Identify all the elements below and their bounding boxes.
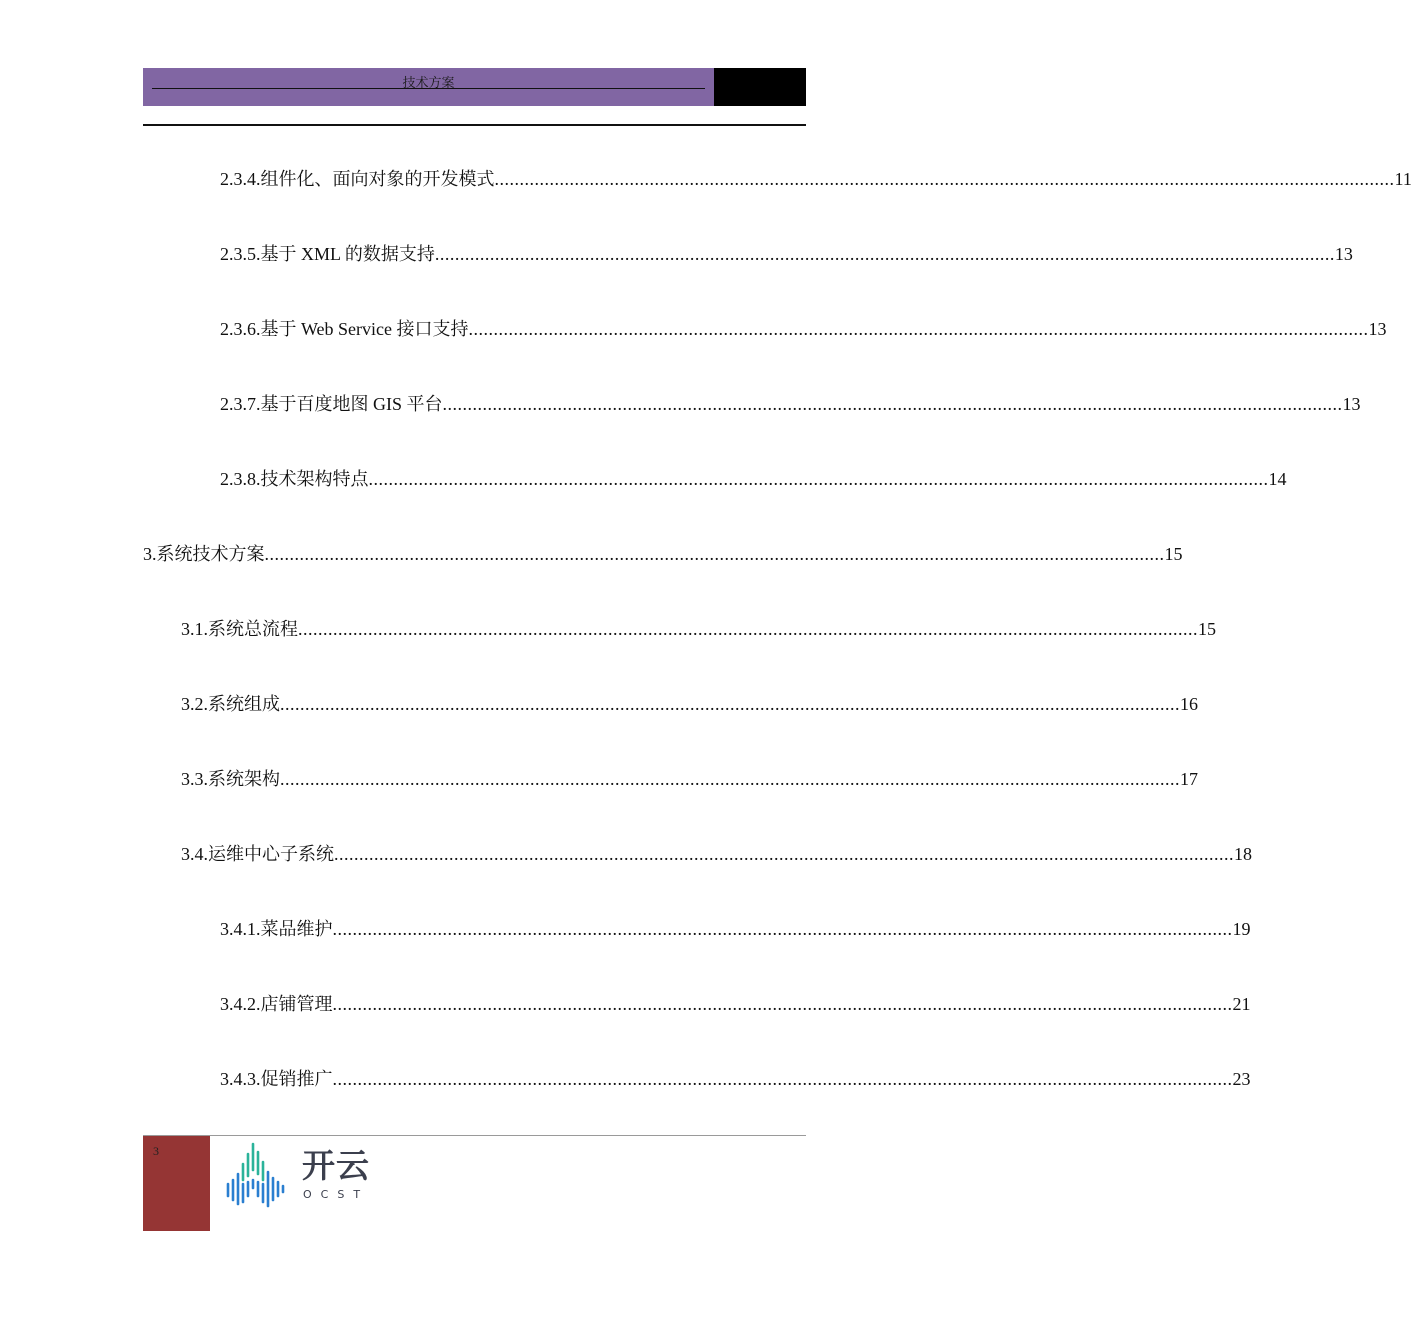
toc-page: 15 [1198, 619, 1216, 639]
toc-title: 系统组成 [208, 694, 280, 714]
toc-leader: .................................................................................................................................................................................... [468, 319, 1369, 339]
toc-page: 13 [1368, 319, 1387, 339]
toc-number: 3.4.1. [220, 919, 261, 939]
toc-page: 23 [1232, 1069, 1251, 1089]
toc-page: 13 [1334, 244, 1353, 264]
toc-title: 系统技术方案 [156, 544, 265, 564]
toc-entry-3-3[interactable] [181, 768, 1198, 790]
toc-entry-3-4[interactable] [181, 843, 1252, 865]
page-number: 3 [153, 1144, 159, 1158]
toc-title: 促销推广 [260, 1069, 333, 1089]
toc-leader: .................................................................................................................................................................................... [434, 244, 1335, 264]
toc-number: 2.3.4. [220, 169, 261, 189]
toc-title: 组件化、面向对象的开发模式 [260, 169, 495, 189]
header-black-block [714, 68, 806, 106]
toc-title: 运维中心子系统 [208, 844, 334, 864]
toc-page: 11 [1394, 169, 1412, 189]
toc-leader: .................................................................................................................................................................................... [332, 919, 1233, 939]
toc-number: 2.3.7. [220, 394, 261, 414]
logo-english-text: OCST [303, 1188, 370, 1201]
toc-number: 3.1. [181, 619, 208, 639]
toc-number: 3.4. [181, 844, 208, 864]
toc-entry-2-3-4[interactable] [220, 168, 1412, 190]
toc-entry-2-3-6[interactable] [220, 318, 1387, 340]
toc-entry-2-3-5[interactable] [220, 243, 1353, 265]
toc-number: 2.3.6. [220, 319, 261, 339]
toc-number: 3.4.3. [220, 1069, 261, 1089]
toc-number: 3.4.2. [220, 994, 261, 1014]
toc-page: 16 [1180, 694, 1198, 714]
toc-title: 系统架构 [208, 769, 280, 789]
toc-title: 基于 Web Service 接口支持 [260, 319, 469, 339]
toc-entry-3[interactable] [143, 543, 1183, 565]
toc-entry-3-4-3[interactable] [220, 1068, 1251, 1090]
toc-leader: .................................................................................................................................................................................... [332, 1069, 1233, 1089]
toc-leader: .................................................................................................................................................................................... [442, 394, 1343, 414]
company-logo [222, 1140, 374, 1212]
toc-leader: .................................................................................................................................................................................... [334, 844, 1234, 864]
footer-rule [143, 1135, 806, 1136]
toc-title: 菜品维护 [260, 919, 333, 939]
toc-page: 13 [1342, 394, 1361, 414]
logo-chinese-text: 开云 [302, 1146, 370, 1185]
toc-title: 店铺管理 [260, 994, 333, 1014]
header-band [143, 68, 714, 106]
toc-number: 2.3.5. [220, 244, 261, 264]
toc-leader: .................................................................................................................................................................................... [494, 169, 1395, 189]
toc-leader: .................................................................................................................................................................................... [368, 469, 1269, 489]
header-title: 技术方案 [402, 75, 455, 90]
toc-page: 15 [1164, 544, 1183, 564]
toc-page: 21 [1232, 994, 1251, 1014]
toc-page: 17 [1180, 769, 1198, 789]
toc-entry-2-3-8[interactable] [220, 468, 1287, 490]
toc-leader: .................................................................................................................................................................................... [332, 994, 1233, 1014]
toc-page: 18 [1234, 844, 1252, 864]
toc-title: 基于 XML 的数据支持 [260, 244, 435, 264]
toc-entry-3-2[interactable] [181, 693, 1198, 715]
toc-page: 19 [1232, 919, 1251, 939]
toc-number: 3. [143, 544, 157, 564]
toc-entry-3-1[interactable] [181, 618, 1216, 640]
toc-number: 3.2. [181, 694, 208, 714]
toc-page: 14 [1268, 469, 1287, 489]
toc-title: 基于百度地图 GIS 平台 [260, 394, 443, 414]
toc-entry-3-4-1[interactable] [220, 918, 1251, 940]
footer-page-block [143, 1136, 210, 1231]
toc-leader: .................................................................................................................................................................................... [298, 619, 1198, 639]
toc-leader: .................................................................................................................................................................................... [264, 544, 1165, 564]
toc-leader: .................................................................................................................................................................................... [280, 769, 1180, 789]
header-underline [152, 88, 705, 89]
toc-entry-3-4-2[interactable] [220, 993, 1251, 1015]
toc-number: 2.3.8. [220, 469, 261, 489]
toc-title: 技术架构特点 [260, 469, 369, 489]
toc-title: 系统总流程 [208, 619, 298, 639]
toc-number: 3.3. [181, 769, 208, 789]
logo-waveform-icon [222, 1140, 294, 1212]
header-rule [143, 124, 806, 126]
toc-entry-2-3-7[interactable] [220, 393, 1361, 415]
toc-leader: .................................................................................................................................................................................... [280, 694, 1180, 714]
